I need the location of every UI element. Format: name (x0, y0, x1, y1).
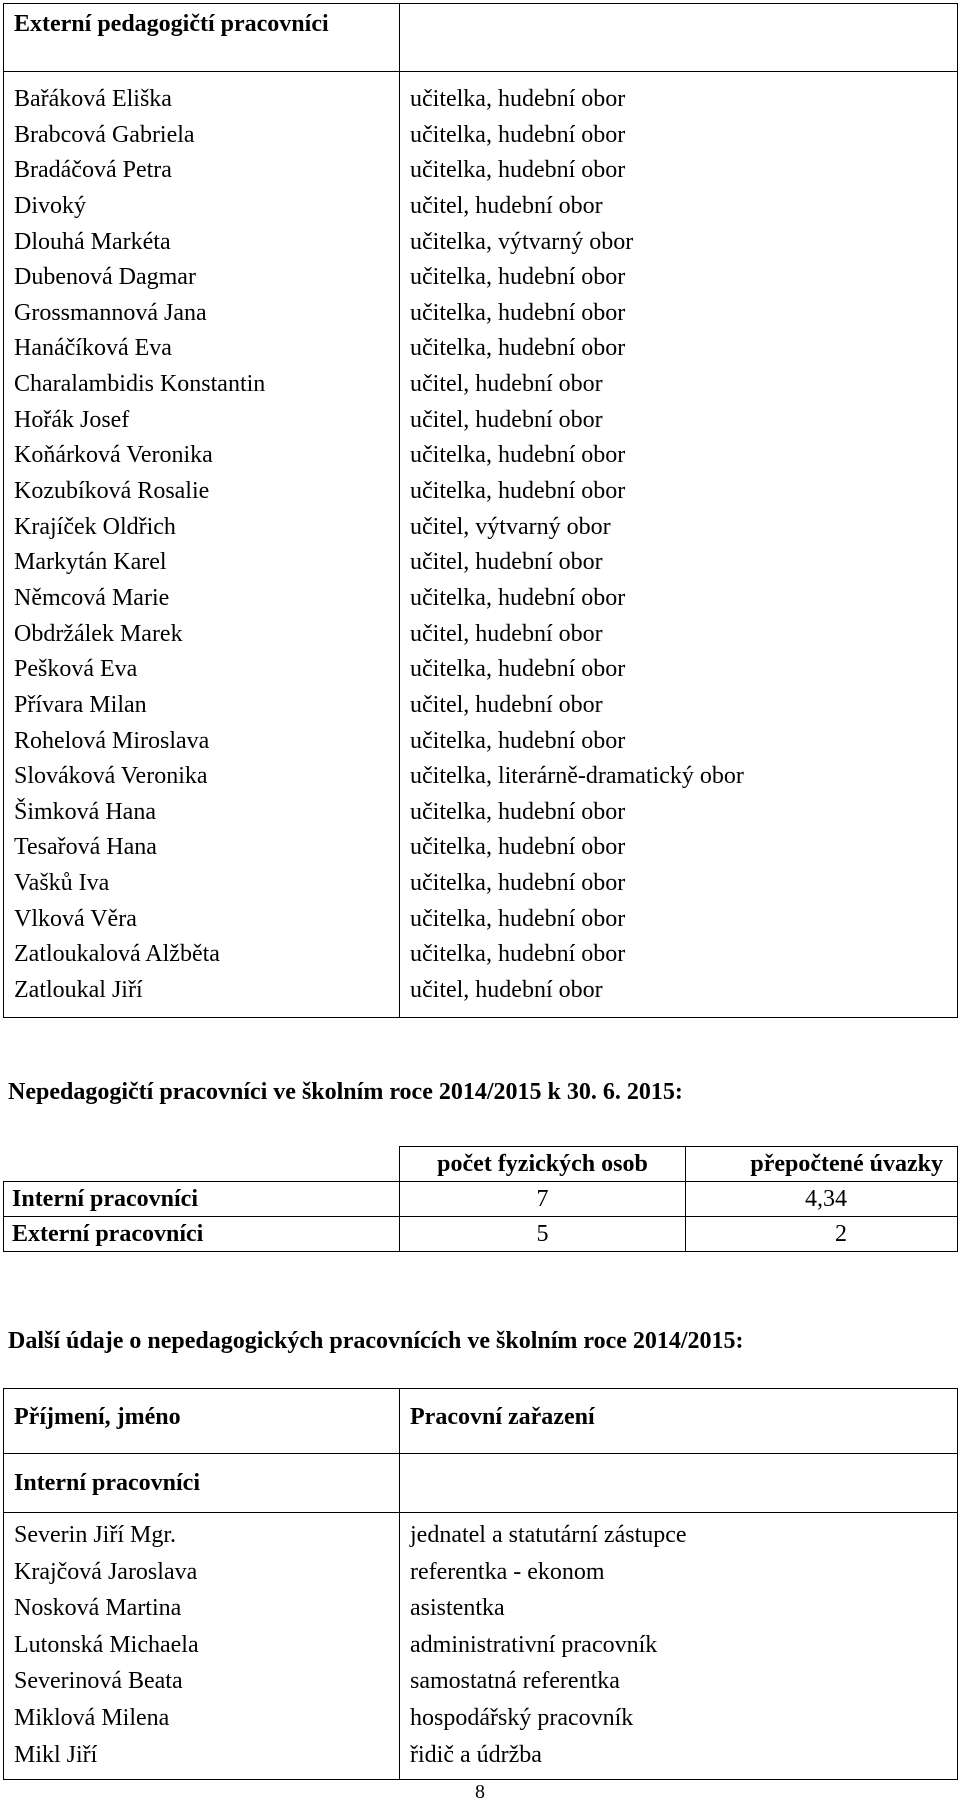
table-row (4, 1217, 958, 1252)
staff-role: učitelka, hudební obor (410, 335, 626, 362)
table-row (4, 1182, 958, 1217)
staff-role: učitelka, hudební obor (410, 157, 626, 184)
row-label: Externí pracovníci (4, 1217, 400, 1252)
staff-name: Pešková Eva (14, 656, 138, 683)
staff-name: Severinová Beata (14, 1668, 183, 1695)
staff-name: Hořák Josef (14, 406, 130, 433)
staff-name: Krajčová Jaroslava (14, 1558, 198, 1585)
staff-role: učitel, výtvarný obor (410, 513, 611, 540)
staff-role: učitel, hudební obor (410, 549, 603, 576)
staff-name: Lutonská Michaela (14, 1631, 199, 1658)
staff-position: samostatná referentka (410, 1668, 620, 1695)
staff-position: administrativní pracovník (410, 1631, 658, 1658)
col-header-fte: přepočtené úvazky (686, 1147, 958, 1182)
staff-role: učitelka, hudební obor (410, 299, 626, 326)
names-column (4, 1513, 400, 1780)
table-body-row (4, 1513, 958, 1780)
header-empty-cell (400, 4, 958, 72)
staff-name: Rohelová Miroslava (14, 727, 210, 754)
staff-name: Miklová Milena (14, 1704, 170, 1731)
staff-name: Zatloukal Jiří (14, 977, 143, 1004)
staff-role: učitel, hudební obor (410, 371, 603, 398)
staff-role: učitelka, hudební obor (410, 727, 626, 754)
section-internal-label: Interní pracovníci (4, 1454, 400, 1513)
staff-name: Markytán Karel (14, 549, 167, 576)
persons-value: 5 (400, 1217, 686, 1252)
staff-name: Šimková Hana (14, 798, 156, 825)
staff-name: Tesařová Hana (14, 834, 157, 861)
names-column (4, 72, 400, 1018)
table-header-row (4, 1389, 958, 1454)
staff-name: Obdržálek Marek (14, 620, 183, 647)
staff-name: Mikl Jiří (14, 1741, 98, 1768)
staff-role: učitel, hudební obor (410, 192, 603, 219)
persons-value: 7 (400, 1182, 686, 1217)
external-staff-table (3, 3, 958, 1018)
nonped-counts-heading: Nepedagogičtí pracovníci ve školním roce 2014/2015 k 30. 6. 2015: (8, 1079, 683, 1105)
staff-role: učitelka, hudební obor (410, 656, 626, 683)
staff-position: hospodářský pracovník (410, 1704, 634, 1731)
staff-role: učitelka, hudební obor (410, 798, 626, 825)
staff-name: Charalambidis Konstantin (14, 371, 266, 398)
staff-name: Přívara Milan (14, 691, 147, 718)
col-header-name: Příjmení, jméno (4, 1389, 400, 1454)
page-number: 8 (475, 1781, 485, 1803)
staff-role: učitelka, hudební obor (410, 121, 626, 148)
nonped-details-heading: Další údaje o nepedagogických pracovnících ve školním roce 2014/2015: (8, 1328, 744, 1354)
staff-role: učitelka, literárně-dramatický obor (410, 763, 744, 790)
nonped-counts-table (3, 1146, 958, 1252)
corner-empty-cell (4, 1147, 400, 1182)
staff-role: učitel, hudební obor (410, 406, 603, 433)
staff-name: Vašků Iva (14, 870, 110, 897)
staff-position: asistentka (410, 1595, 505, 1622)
staff-role: učitel, hudební obor (410, 977, 603, 1004)
staff-name: Koňárková Veronika (14, 442, 213, 469)
staff-name: Nosková Martina (14, 1595, 182, 1622)
staff-role: učitelka, hudební obor (410, 584, 626, 611)
staff-name: Slováková Veronika (14, 763, 208, 790)
staff-role: učitelka, hudební obor (410, 941, 626, 968)
positions-column (400, 1513, 958, 1780)
staff-role: učitelka, výtvarný obor (410, 228, 634, 255)
section-empty-cell (400, 1454, 958, 1513)
staff-name: Bařáková Eliška (14, 86, 172, 112)
col-header-position: Pracovní zařazení (400, 1389, 958, 1454)
staff-name: Dubenová Dagmar (14, 264, 196, 291)
staff-name: Němcová Marie (14, 584, 170, 611)
table-header-row (4, 1147, 958, 1182)
staff-role: učitelka, hudební obor (410, 442, 626, 469)
staff-role: učitelka, hudební obor (410, 478, 626, 505)
table-header-row (4, 4, 958, 72)
section-row (4, 1454, 958, 1513)
nonped-details-table (3, 1388, 958, 1780)
staff-name: Bradáčová Petra (14, 157, 172, 184)
staff-name: Vlková Věra (14, 905, 137, 932)
fte-value: 4,34 (686, 1182, 958, 1217)
staff-name: Kozubíková Rosalie (14, 478, 210, 505)
roles-column (400, 72, 958, 1018)
external-staff-header: Externí pedagogičtí pracovníci (4, 4, 400, 72)
staff-position: řidič a údržba (410, 1741, 542, 1768)
fte-value: 2 (686, 1217, 958, 1252)
staff-name: Krajíček Oldřich (14, 513, 176, 540)
row-label: Interní pracovníci (4, 1182, 400, 1217)
staff-role: učitel, hudební obor (410, 620, 603, 647)
staff-name: Grossmannová Jana (14, 299, 207, 326)
staff-role: učitelka, hudební obor (410, 834, 626, 861)
staff-role: učitelka, hudební obor (410, 870, 626, 897)
staff-role: učitel, hudební obor (410, 691, 603, 718)
staff-name: Divoký (14, 192, 86, 219)
staff-name: Hanáčíková Eva (14, 335, 172, 362)
staff-role: učitelka, hudební obor (410, 86, 626, 112)
staff-name: Zatloukalová Alžběta (14, 941, 220, 968)
staff-position: referentka - ekonom (410, 1558, 605, 1585)
staff-name: Severin Jiří Mgr. (14, 1522, 176, 1548)
staff-name: Brabcová Gabriela (14, 121, 195, 148)
col-header-persons: počet fyzických osob (400, 1147, 686, 1182)
staff-name: Dlouhá Markéta (14, 228, 171, 255)
staff-role: učitelka, hudební obor (410, 905, 626, 932)
table-body-row (4, 72, 958, 1018)
staff-position: jednatel a statutární zástupce (410, 1522, 687, 1548)
staff-role: učitelka, hudební obor (410, 264, 626, 291)
